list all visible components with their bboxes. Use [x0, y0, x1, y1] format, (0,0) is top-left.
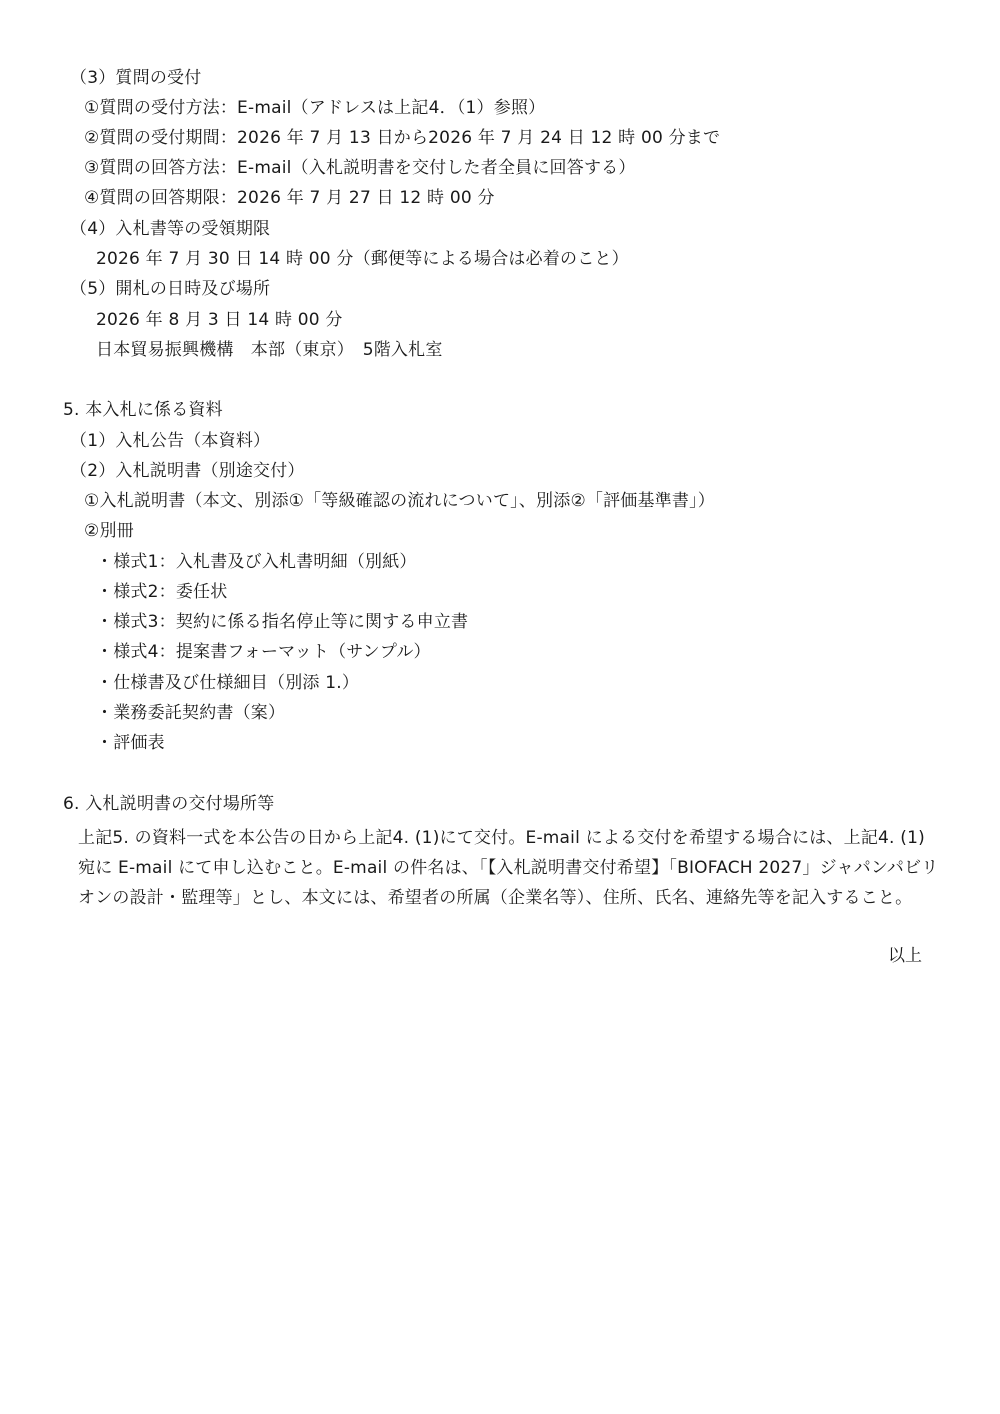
- form-list-item: ・仕様書及び仕様細目（別添 1.）: [96, 673, 360, 693]
- section6-body-line: オンの設計・監理等」とし、本文には、希望者の所属（企業名等）、住所、氏名、連絡先等を記入すること。: [78, 888, 913, 908]
- section6-body-line: 上記5. の資料一式を本公告の日から上記4. (1)にて交付。E-mail による交付を希望する場合には、上記4. (1): [78, 828, 925, 848]
- section5-sub2: ②別冊: [84, 521, 134, 541]
- form-list-item: ・様式2：委任状: [96, 582, 228, 602]
- form-list-item: ・様式4：提案書フォーマット（サンプル）: [96, 642, 431, 662]
- form-list-item: ・評価表: [96, 733, 165, 753]
- question-period: ②質問の受付期間：2026 年 7 月 13 日から2026 年 7 月 24 日 12 時 00 分まで: [84, 128, 721, 148]
- closing-text: 以上: [888, 946, 922, 966]
- form-list-item: ・様式3：契約に係る指名停止等に関する申立書: [96, 612, 469, 632]
- form-list-item: ・業務委託契約書（案）: [96, 703, 286, 723]
- section5-item2: （2）入札説明書（別途交付）: [70, 461, 305, 481]
- q4-heading: （4）入札書等の受領期限: [70, 219, 271, 239]
- section5-heading: 5. 本入札に係る資料: [63, 400, 223, 420]
- answer-deadline: ④質問の回答期限：2026 年 7 月 27 日 12 時 00 分: [84, 188, 495, 208]
- opening-datetime: 2026 年 8 月 3 日 14 時 00 分: [96, 310, 343, 330]
- section5-sub1: ①入札説明書（本文、別添①「等級確認の流れについて」、別添②「評価基準書」）: [84, 491, 715, 511]
- form-list-item: ・様式1：入札書及び入札書明細（別紙）: [96, 552, 417, 572]
- opening-place: 日本貿易振興機構 本部（東京） 5階入札室: [96, 340, 443, 360]
- answer-method: ③質問の回答方法：E-mail（入札説明書を交付した者全員に回答する）: [84, 158, 636, 178]
- section6-body-line: 宛に E-mail にて申し込むこと。E-mail の件名は、「【入札説明書交付希望】「BIOFACH 2027」ジャパンパビリ: [78, 858, 939, 878]
- q5-heading: （5）開札の日時及び場所: [70, 279, 271, 299]
- question-method: ①質問の受付方法：E-mail（アドレスは上記4．（1）参照）: [84, 98, 546, 118]
- section6-heading: 6. 入札説明書の交付場所等: [63, 794, 275, 814]
- section5-item1: （1）入札公告（本資料）: [70, 431, 271, 451]
- section6-body: [78, 823, 944, 913]
- q3-heading: （3）質問の受付: [70, 68, 202, 88]
- bid-deadline: 2026 年 7 月 30 日 14 時 00 分（郵便等による場合は必着のこと）: [96, 249, 629, 269]
